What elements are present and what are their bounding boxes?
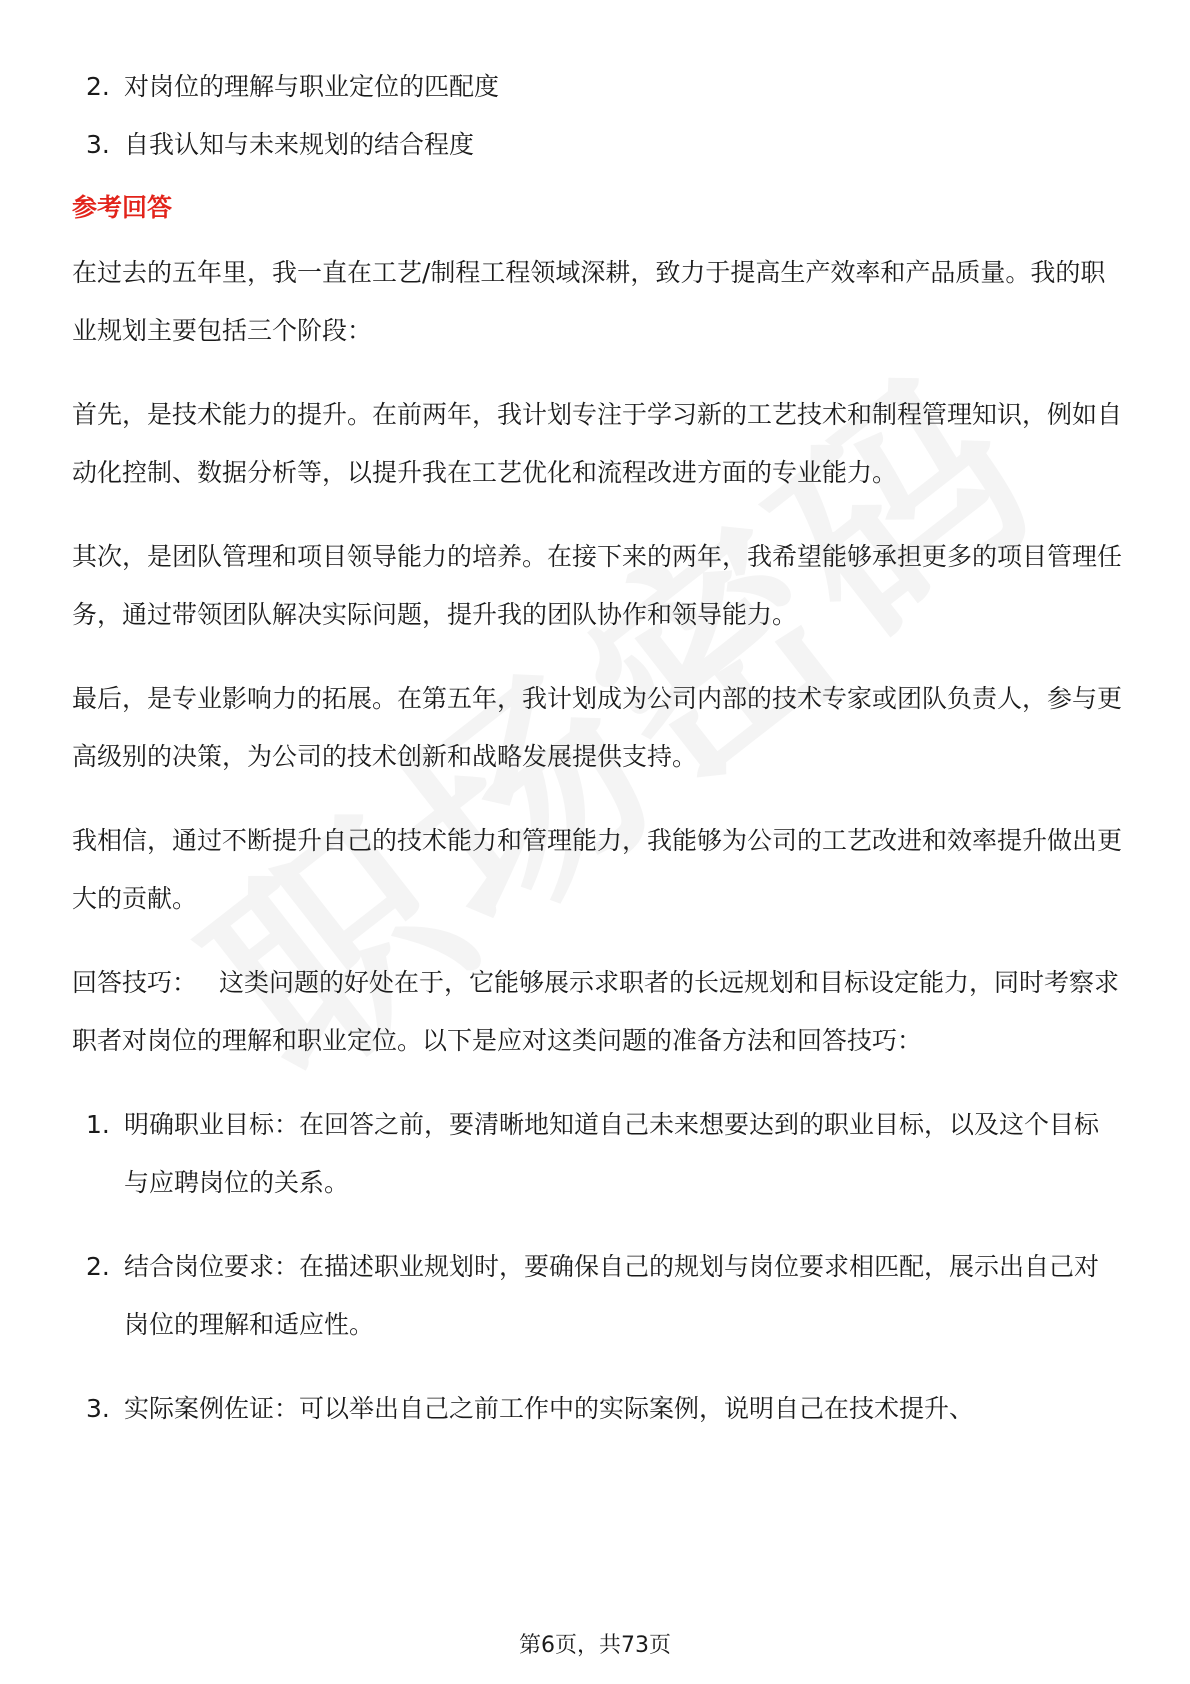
list-item <box>72 1096 1122 1212</box>
list-item-number: 1. <box>86 1110 110 1139</box>
tips-paragraph <box>72 954 1122 1070</box>
paragraph: 其次，是团队管理和项目领导能力的培养。在接下来的两年，我希望能够承担更多的项目管理任务，通过带领团队解决实际问题，提升我的团队协作和领导能力。 <box>72 542 1123 629</box>
intro-list <box>72 58 1122 174</box>
list-item-number: 2. <box>86 1252 110 1281</box>
tips-intro: 这类问题的好处在于，它能够展示求职者的长远规划和目标设定能力，同时考察求职者对岗位的理解和职业定位。以下是应对这类问题的准备方法和回答技巧： <box>72 968 1120 1055</box>
tips-list <box>72 1096 1122 1438</box>
list-item-number: 2. <box>86 72 110 101</box>
paragraph: 我相信，通过不断提升自己的技术能力和管理能力，我能够为公司的工艺改进和效率提升做出更大的贡献。 <box>72 826 1123 913</box>
list-item-number: 3. <box>86 1394 110 1423</box>
list-item <box>72 58 1122 116</box>
paragraph: 首先，是技术能力的提升。在前两年，我计划专注于学习新的工艺技术和制程管理知识，例如自动化控制、数据分析等，以提升我在工艺优化和流程改进方面的专业能力。 <box>72 400 1123 487</box>
list-item-text: 结合岗位要求：在描述职业规划时，要确保自己的规划与岗位要求相匹配，展示出自己对岗位的理解和适应性。 <box>124 1252 1100 1339</box>
list-item <box>72 1238 1122 1354</box>
list-item-text: 自我认知与未来规划的结合程度 <box>124 130 475 159</box>
list-item-text: 对岗位的理解与职业定位的匹配度 <box>124 72 500 101</box>
list-item-text: 实际案例佐证：可以举出自己之前工作中的实际案例，说明自己在技术提升、 <box>124 1394 975 1423</box>
paragraph: 最后，是专业影响力的拓展。在第五年，我计划成为公司内部的技术专家或团队负责人，参与更高级别的决策，为公司的技术创新和战略发展提供支持。 <box>72 684 1123 771</box>
list-item-number: 3. <box>86 130 110 159</box>
page-content <box>72 58 1122 1464</box>
tips-label: 回答技巧： <box>72 968 198 997</box>
list-item <box>72 116 1122 174</box>
paragraph: 在过去的五年里，我一直在工艺/制程工程领域深耕，致力于提高生产效率和产品质量。我的职业规划主要包括三个阶段： <box>72 258 1106 345</box>
list-item-text: 明确职业目标：在回答之前，要清晰地知道自己未来想要达到的职业目标，以及这个目标与应聘岗位的关系。 <box>124 1110 1100 1197</box>
list-item <box>72 1380 1122 1438</box>
page-footer: 第6页，共73页 <box>519 1633 671 1658</box>
answer-heading: 参考回答 <box>72 193 173 222</box>
